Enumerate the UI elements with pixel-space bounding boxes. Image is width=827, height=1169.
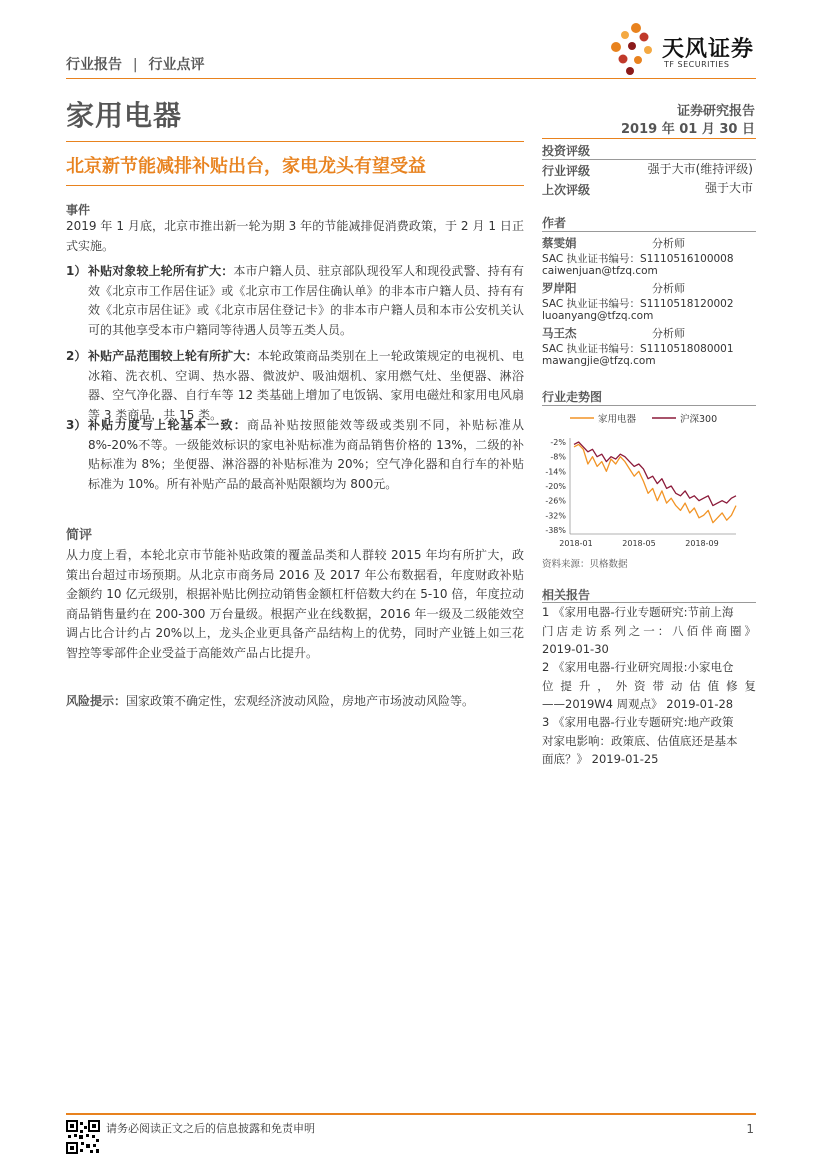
risk-text: 国家政策不确定性，宏观经济波动风险，房地产市场波动风险等。 — [126, 694, 475, 708]
related-report-item[interactable] — [542, 603, 756, 659]
author-sac: SAC 执业证书编号：S1110516100008 — [542, 253, 734, 265]
y-tick-label: -2% — [550, 438, 566, 447]
related-report-item[interactable] — [542, 658, 756, 714]
previous-rating-label: 上次评级 — [542, 183, 591, 197]
x-tick-label: 2018-05 — [622, 539, 656, 548]
related-report-date: ——2019W4 周观点》 2019-01-28 — [542, 697, 734, 711]
authors-section-title: 作者 — [542, 216, 567, 230]
author-name: 蔡雯娟 — [542, 236, 577, 250]
qr-code-icon — [66, 1120, 100, 1154]
related-report-line: 位提升，外资带动估值修复 — [542, 678, 756, 693]
risk-label: 风险提示： — [66, 694, 127, 708]
point-item — [66, 347, 524, 425]
point-item — [66, 416, 524, 494]
legend-label: 沪深300 — [680, 414, 718, 425]
y-tick-label: -14% — [545, 467, 566, 477]
risk-warning — [66, 692, 526, 712]
page-number: 1 — [746, 1122, 754, 1136]
y-tick-label: -26% — [545, 496, 566, 506]
related-report-line: 对家电影响：政策底、估值底还是基本 — [542, 733, 738, 748]
report-date: 2019 年 01 月 30 日 — [621, 122, 755, 137]
y-tick-label: -38% — [545, 526, 566, 535]
point-number: 2） — [66, 349, 87, 363]
logo-mark-icon — [608, 20, 658, 76]
company-logo — [608, 20, 758, 76]
comment-paragraph: 从力度上看，本轮北京市节能补贴政策的覆盖品类和人群较 2015 年均有所扩大，政策出台超过市场预期。从北京市商务局 2016 及 2017 年公布数据看，年度财政补贴金额约 10 亿元级别，根据补贴比例拉动销售金额杠杆倍数大约在 5-10 倍，年度拉动商品销售量约在 200-300 万台量级。根据产业在线数据，2016 年一级及二级能效空调占比合计约占 20%以上，龙头企业更具备产品结构上的优势，同时产业链上如三花智控等零部件企业受益于高能效产品占比提升。 — [66, 548, 524, 660]
author-role: 分析师 — [652, 282, 685, 295]
related-report-line: 2 《家用电器-行业研究周报:小家电仓 — [542, 660, 734, 674]
author-name: 马王杰 — [542, 326, 577, 340]
point-number: 1） — [66, 264, 87, 278]
x-tick-label: 2018-01 — [559, 539, 593, 548]
legend-label: 家用电器 — [598, 414, 637, 425]
breadcrumb-separator: | — [132, 57, 138, 73]
authors-divider — [542, 231, 756, 232]
point-number: 3） — [66, 418, 87, 432]
related-report-date: 面底？》 2019-01-25 — [542, 752, 659, 766]
author-sac: SAC 执业证书编号：S1110518080001 — [542, 343, 734, 355]
report-type-label: 证券研究报告 — [676, 104, 755, 119]
breadcrumb-report-type: 行业报告 — [66, 57, 122, 73]
author-role: 分析师 — [652, 237, 685, 250]
author-name: 罗岸阳 — [542, 281, 577, 295]
logo-text: 天风证券 — [662, 37, 755, 62]
previous-rating-value: 强于大市 — [704, 181, 753, 195]
related-report-line: 1 《家用电器-行业专题研究:节前上海 — [542, 605, 734, 619]
breadcrumb-report-subtype: 行业点评 — [148, 57, 205, 73]
related-report-line: 门店走访系列之一：八佰伴商圈》 — [542, 623, 756, 638]
industry-trend-chart — [540, 408, 756, 550]
author-role: 分析师 — [652, 327, 685, 340]
sector-title: 家用电器 — [66, 99, 183, 132]
report-headline: 北京新节能减排补贴出台，家电龙头有望受益 — [66, 156, 426, 177]
related-report-line: 3 《家用电器-行业专题研究:地产政策 — [542, 715, 734, 729]
comment-heading: 简评 — [66, 528, 93, 543]
headline-rule — [66, 185, 524, 186]
footer-rule — [66, 1113, 756, 1115]
author-email[interactable]: luoanyang@tfzq.com — [542, 310, 654, 322]
event-heading: 事件 — [66, 203, 91, 217]
rating-section-title: 投资评级 — [542, 144, 591, 158]
chart-divider — [542, 405, 756, 406]
event-text: 2019 年 1 月底，北京市推出新一轮为期 3 年的节能减排促消费政策，于 2 月 1 日正式实施。 — [66, 219, 524, 253]
y-tick-label: -8% — [550, 452, 566, 462]
point-heading: 补贴力度与上轮基本一致： — [88, 418, 247, 432]
related-report-item[interactable] — [542, 713, 756, 769]
point-text: 本市户籍人员、驻京部队现役军人和现役武警、持有有效《北京市工作居住证》或《北京市工作居住确认单》的非本市户籍人员、持有有效《北京市居住证》或《北京市居住登记卡》的非本市户籍人员和本市公安机关认可的其他享受本市户籍同等待遇人员等五类人员。 — [88, 264, 524, 337]
y-tick-label: -32% — [545, 511, 566, 521]
point-text: 商品补贴按照能效等级或类别不同，补贴标准从 8%-20%不等。一级能效标识的家电补贴标准为商品销售价格的 13%，二级的补贴标准为 8%；坐便器、淋浴器的补贴标准为 20%；空气净化器和自行车的补贴标准为 10%。所有补贴产品的最高补贴限额均为 800元。 — [88, 418, 524, 491]
y-tick-label: -20% — [545, 482, 566, 491]
footer-disclaimer[interactable]: 请务必阅读正文之后的信息披露和免责申明 — [106, 1122, 315, 1135]
related-reports-title: 相关报告 — [542, 588, 591, 602]
author-email[interactable]: mawangjie@tfzq.com — [542, 355, 656, 367]
author-email[interactable]: caiwenjuan@tfzq.com — [542, 265, 658, 277]
industry-rating-value: 强于大市(维持评级) — [647, 162, 753, 176]
author-sac: SAC 执业证书编号：S1110518120002 — [542, 298, 734, 310]
breadcrumb — [66, 54, 204, 74]
logo-subtext: TF SECURITIES — [664, 60, 730, 69]
title-rule-right — [542, 138, 756, 139]
related-report-date: 2019-01-30 — [542, 642, 609, 656]
x-tick-label: 2018-09 — [685, 539, 719, 548]
point-item — [66, 262, 524, 340]
point-text: 本轮政策商品类别在上一轮政策规定的电视机、电冰箱、洗衣机、空调、热水器、微波炉、吸油烟机、家用燃气灶、坐便器、淋浴器、空气净化器、自行车等 12 类基础上增加了电饭锅、家用电磁灶和家用电风扇等 3 类商品，共 15 类。 — [88, 349, 524, 422]
chart-section-title: 行业走势图 — [542, 390, 603, 404]
chart-source: 资料来源：贝格数据 — [542, 559, 628, 570]
header-divider — [66, 78, 756, 79]
point-heading: 补贴产品范围较上轮有所扩大： — [88, 349, 258, 363]
industry-rating-label: 行业评级 — [542, 164, 591, 178]
title-rule-left — [66, 141, 524, 142]
point-heading: 补贴对象较上轮所有扩大： — [88, 264, 234, 278]
